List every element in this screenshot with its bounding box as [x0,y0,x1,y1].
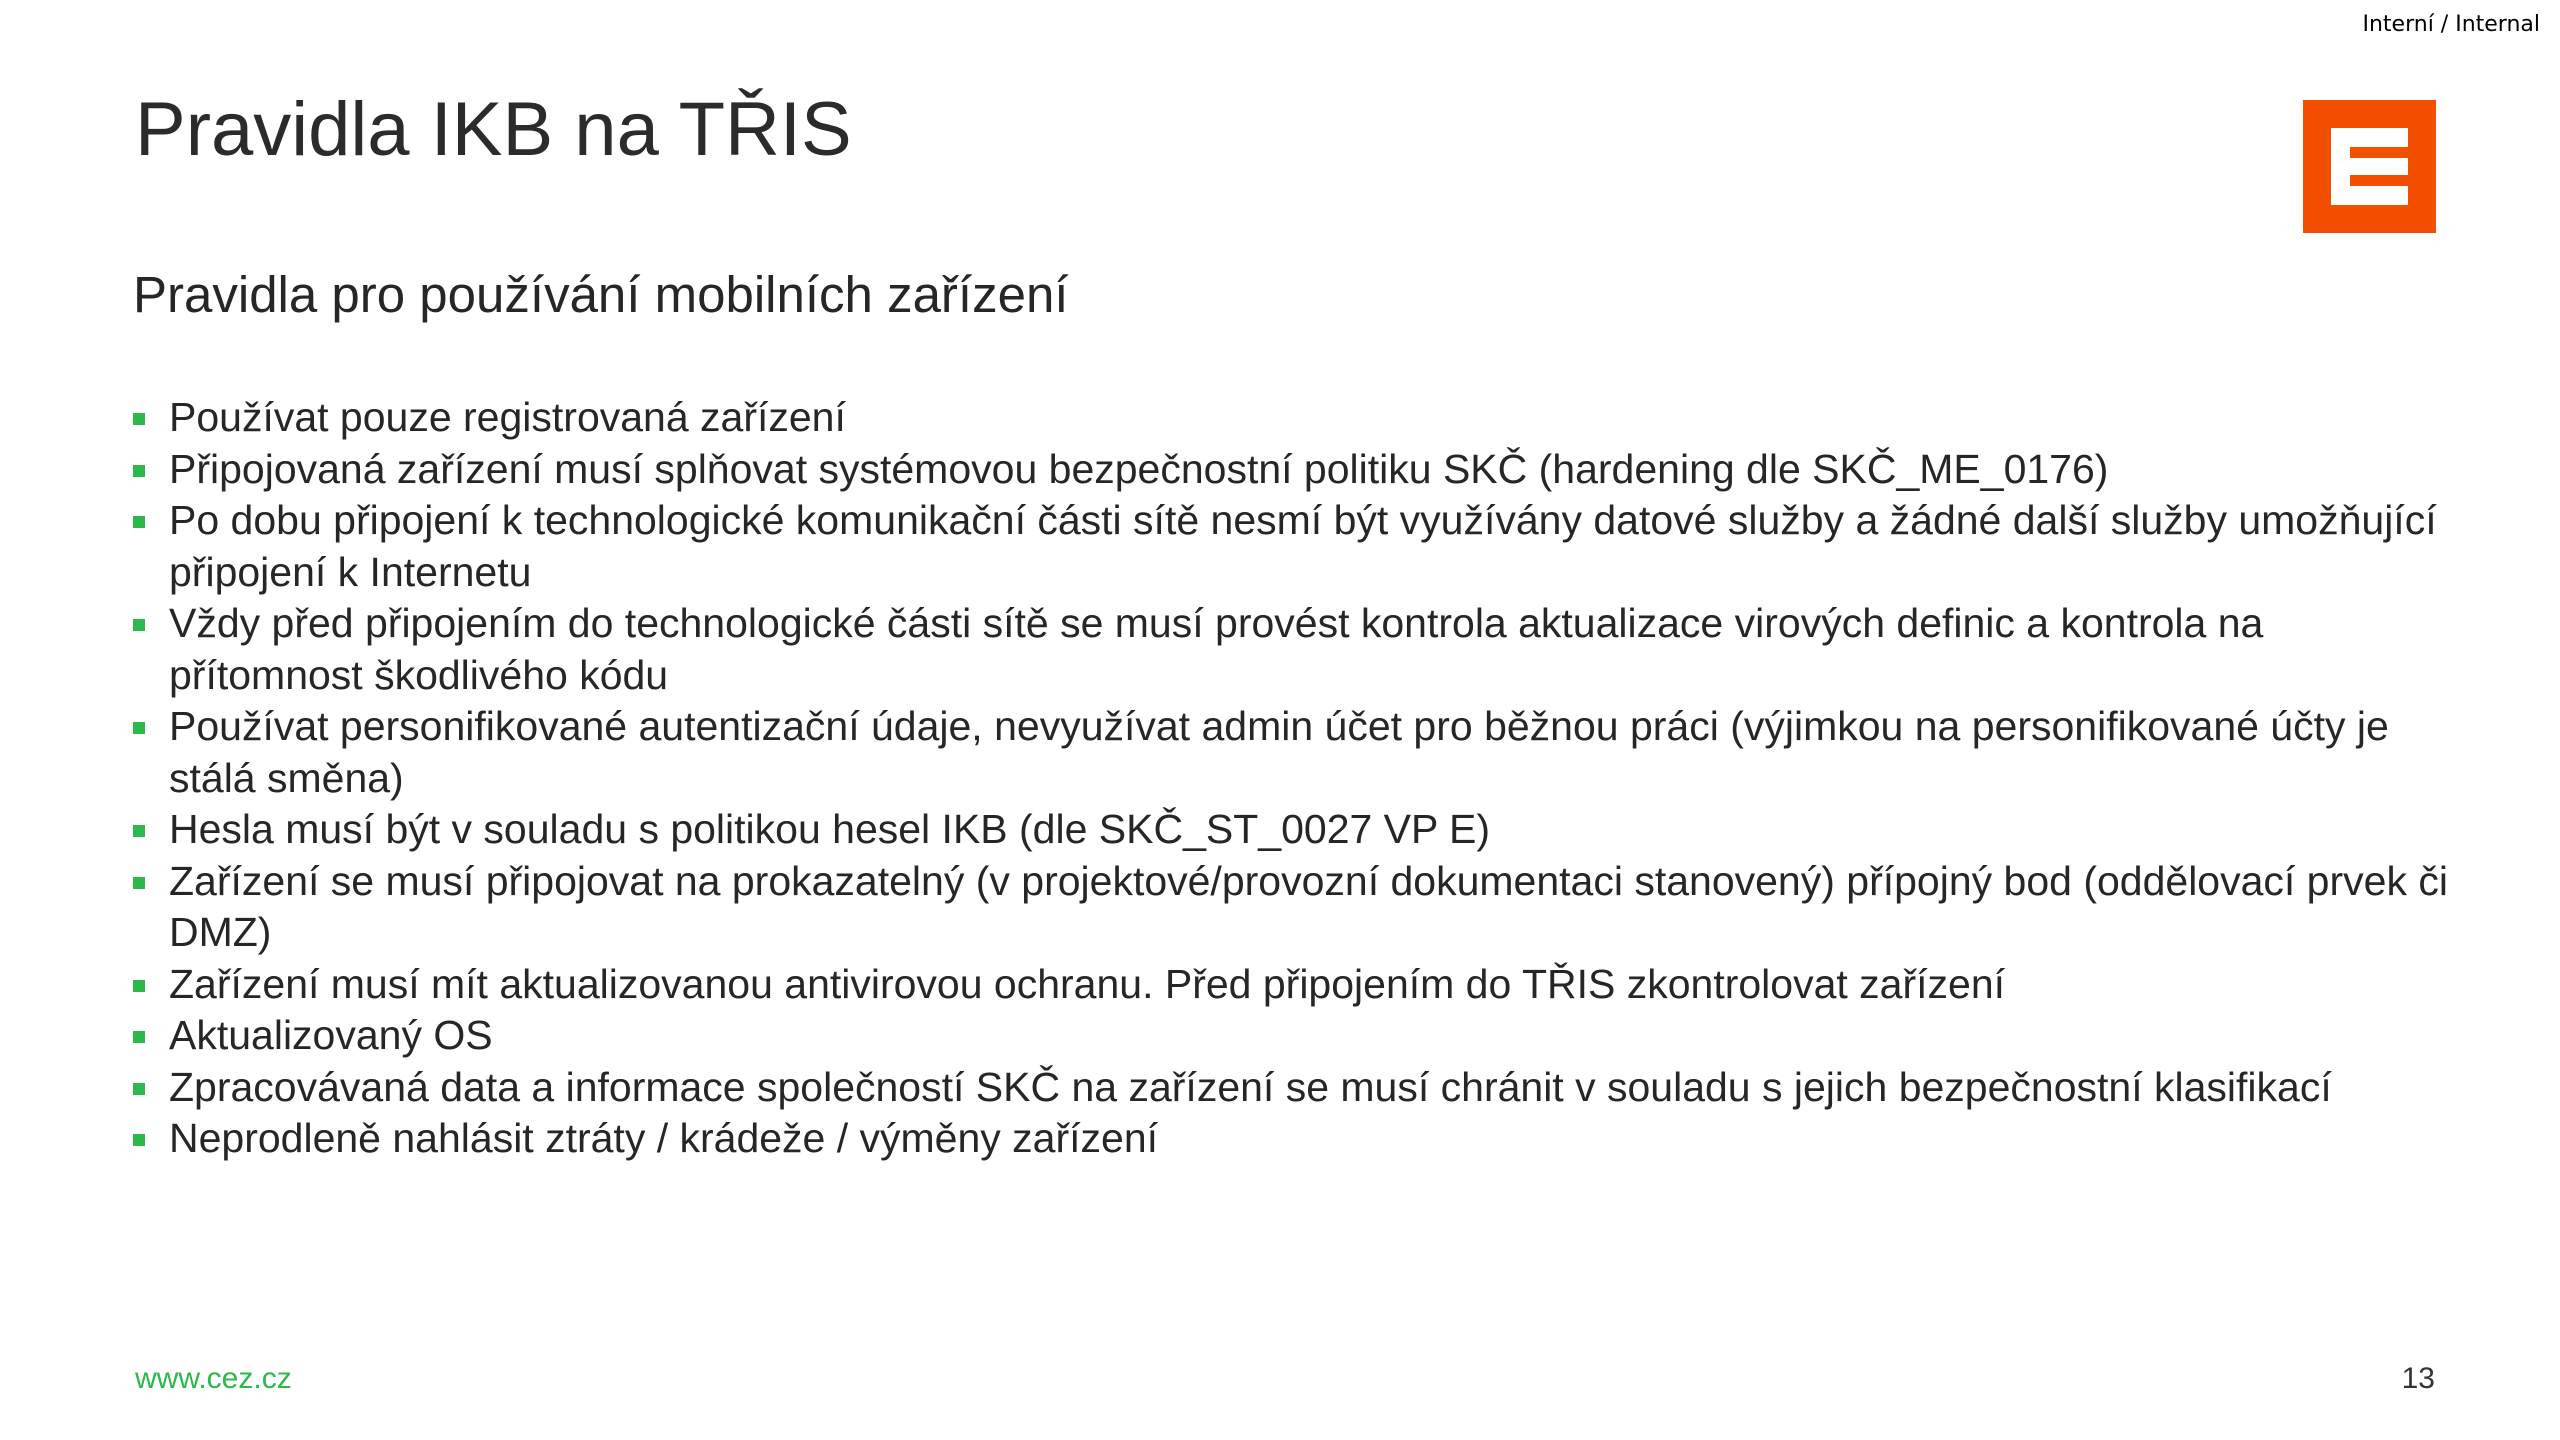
bullet-item [133,856,2463,959]
bullet-text: Hesla musí být v souladu s politikou hesel IKB (dle SKČ_ST_0027 VP E) [169,806,1491,852]
bullet-item [133,1113,2463,1165]
bullet-item [133,598,2463,701]
bullet-item [133,959,2463,1011]
page-number: 13 [2401,1362,2435,1395]
bullet-text: Po dobu připojení k technologické komunikační části sítě nesmí být využívány datové služby a žádné další služby umožňující připojení k Internetu [169,497,2437,595]
bullet-text: Připojovaná zařízení musí splňovat systémovou bezpečnostní politiku SKČ (hardening dle SKČ_ME_0176) [169,445,2109,492]
bullet-text: Zařízení se musí připojovat na prokazatelný (v projektové/provozní dokumentaci stanovený) přípojný bod (oddělovací prvek či DMZ) [169,857,2448,955]
footer-website-link[interactable]: www.cez.cz [135,1362,292,1395]
bullet-text: Používat personifikované autentizační údaje, nevyužívat admin účet pro běžnou práci (výjimkou na personifikované účty je stálá směna) [169,703,2389,801]
bullet-list [133,392,2463,1165]
bullet-text: Aktualizovaný OS [169,1012,493,1058]
cez-logo-icon [2303,100,2436,233]
bullet-square-icon [133,1134,145,1146]
bullet-square-icon [133,1031,145,1043]
bullet-square-icon [133,619,145,631]
bullet-item [133,804,2463,856]
bullet-square-icon [133,465,145,477]
bullet-item [133,444,2463,496]
bullet-square-icon [133,722,145,734]
bullet-text: Používat pouze registrovaná zařízení [169,394,846,440]
bullet-item [133,1062,2463,1114]
bullet-square-icon [133,877,145,889]
bullet-square-icon [133,413,145,425]
bullet-square-icon [133,825,145,837]
bullet-text: Neprodleně nahlásit ztráty / krádeže / výměny zařízení [169,1115,1159,1161]
bullet-text: Zpracovávaná data a informace společností SKČ na zařízení se musí chránit v souladu s jejich bezpečnostní klasifikací [169,1063,2332,1110]
bullet-square-icon [133,1083,145,1095]
bullet-item [133,495,2463,598]
bullet-item [133,1010,2463,1062]
bullet-item [133,392,2463,444]
bullet-square-icon [133,516,145,528]
bullet-text: Zařízení musí mít aktualizovanou antivirovou ochranu. Před připojením do TŘIS zkontrolovat zařízení [169,960,2006,1007]
bullet-square-icon [133,980,145,992]
classification-label: Interní / Internal [2362,12,2540,37]
bullet-text: Vždy před připojením do technologické části sítě se musí provést kontrola aktualizace virových definic a kontrola na přítomnost škodlivého kódu [169,600,2264,698]
slide-subtitle: Pravidla pro používání mobilních zařízení [133,266,1069,323]
slide-title: Pravidla IKB na TŘIS [135,87,852,172]
bullet-item [133,701,2463,804]
